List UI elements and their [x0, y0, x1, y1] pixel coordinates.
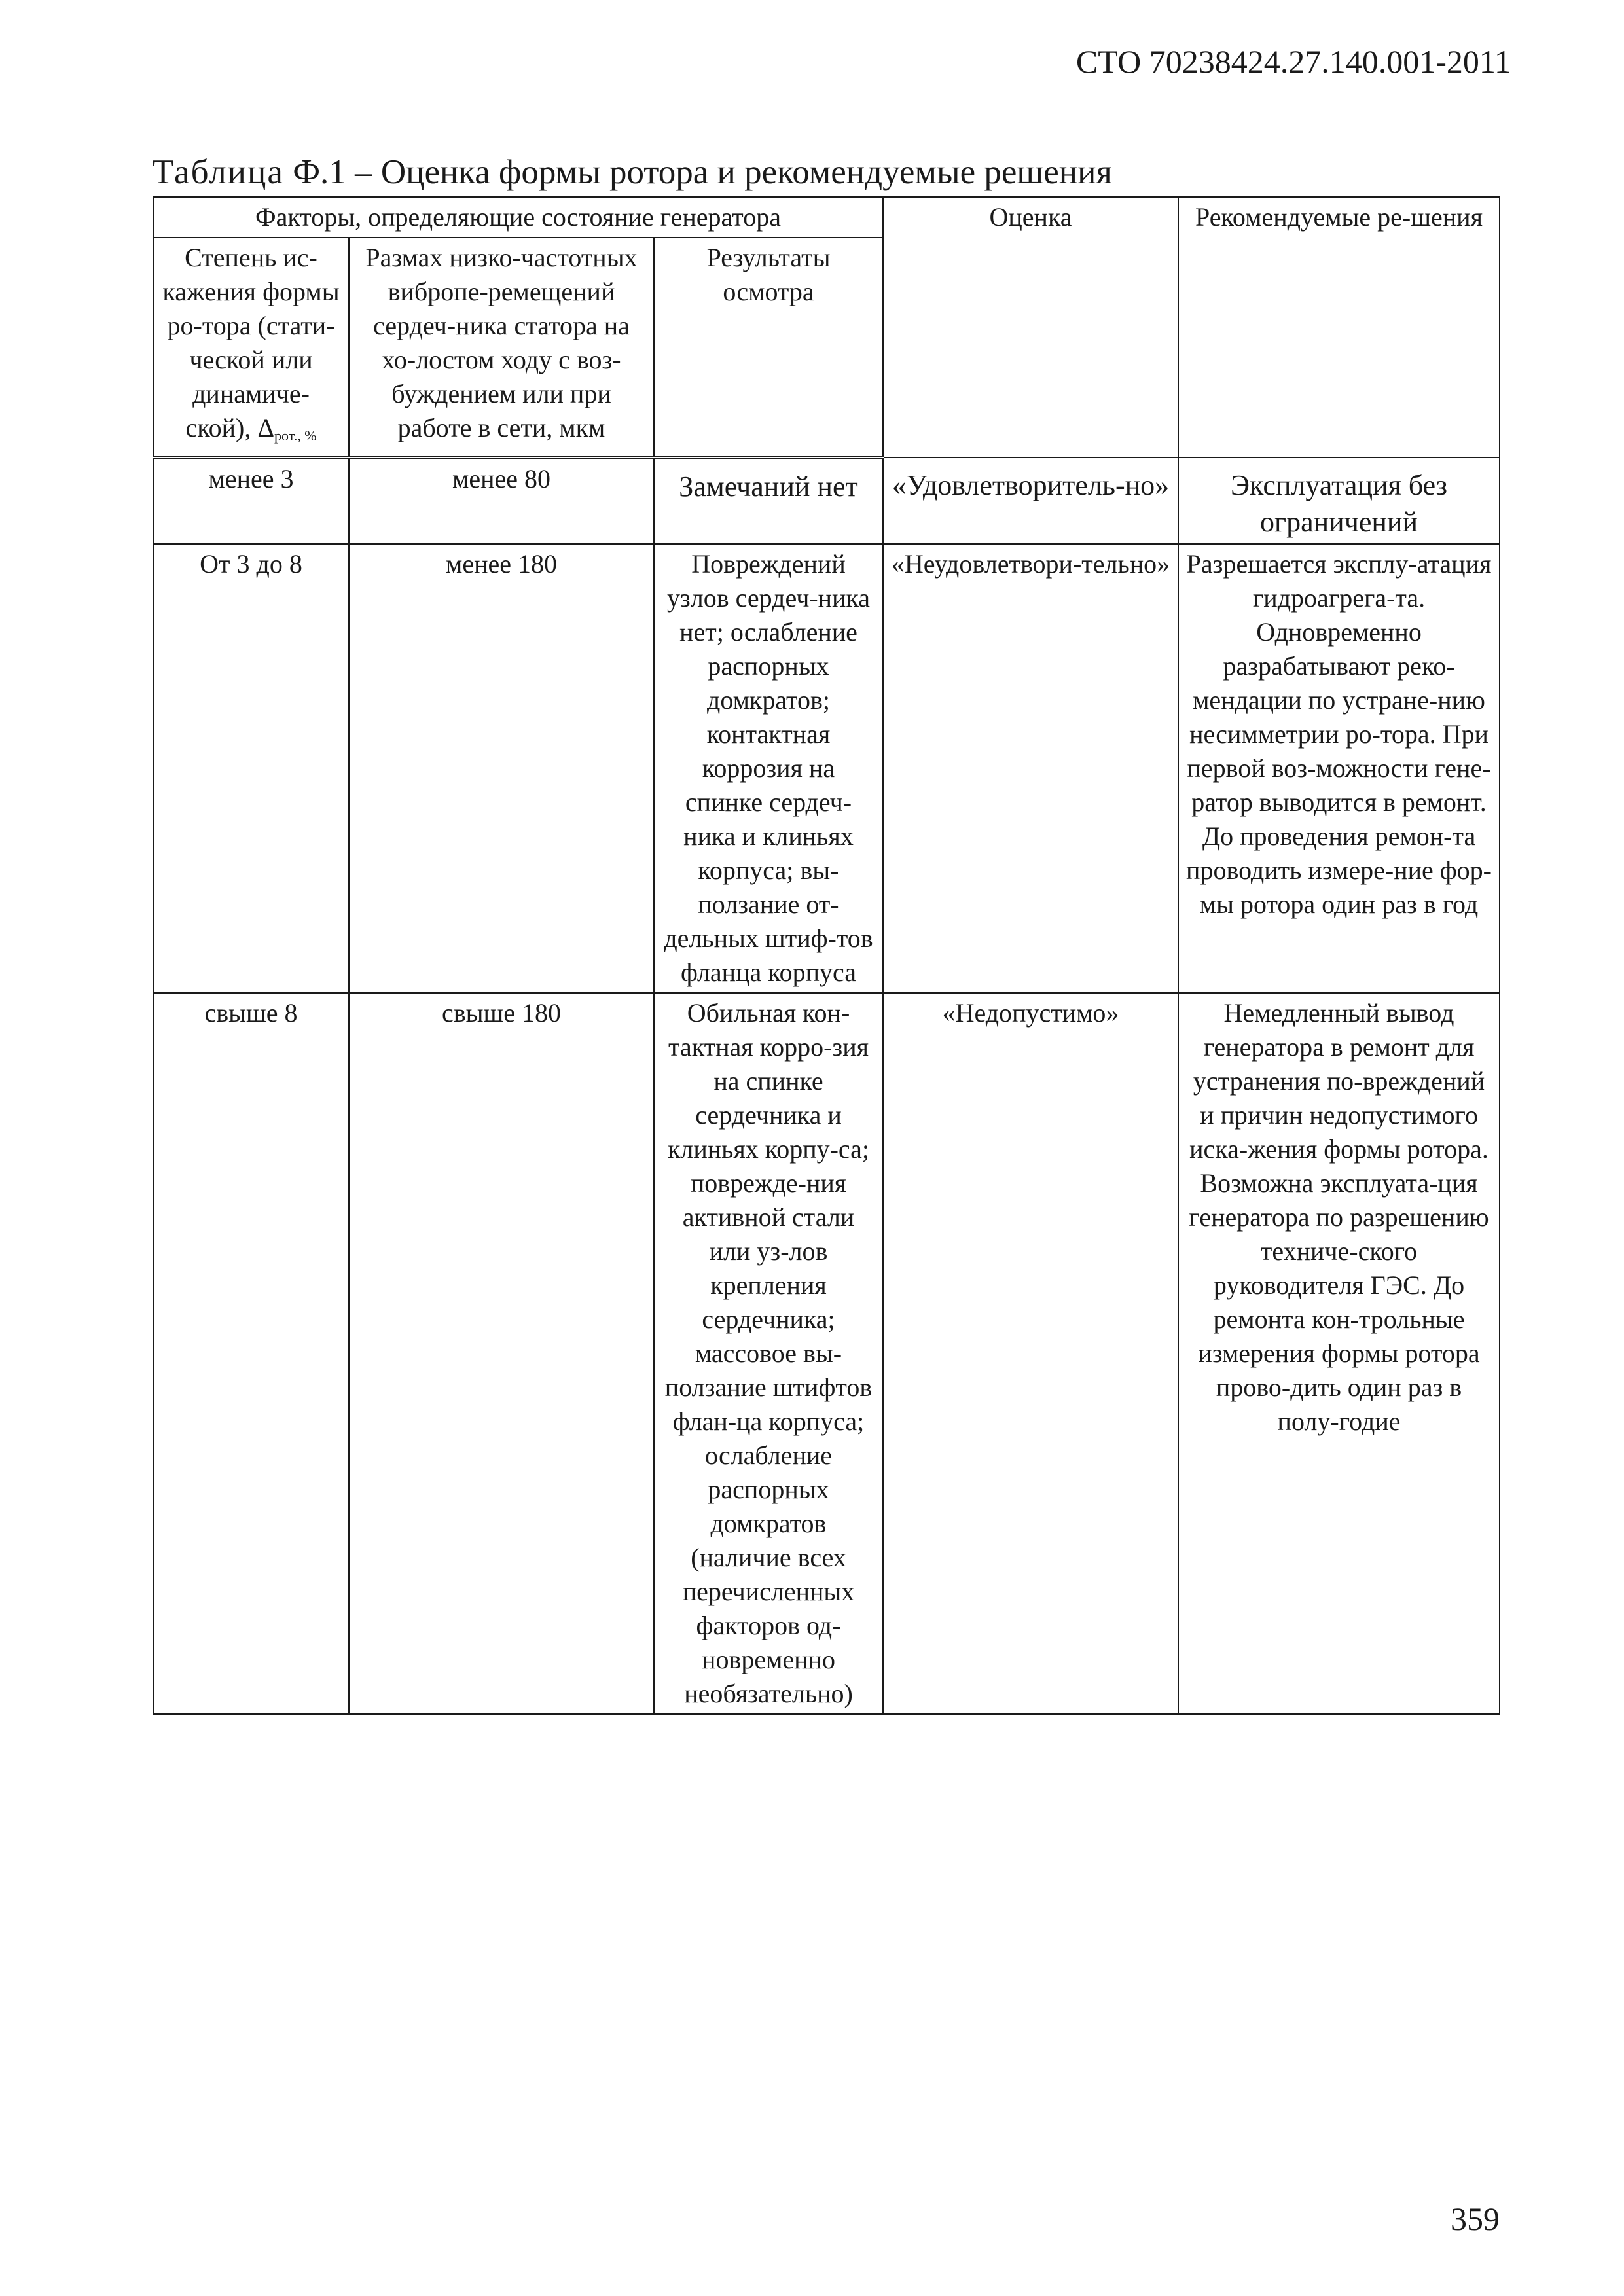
header-distortion — [153, 238, 349, 457]
header-factors: Факторы, определяющие состояние генератора — [153, 197, 883, 238]
table-caption — [153, 152, 1112, 192]
cell-recommendation: Разрешается эксплу-атация гидроагрега-та. Одновременно разрабатывают реко-мендации по устране-нию несимметрии ро-тора. При первой воз-можности гене-ратор выводится в ремонт. До проведения ремон-та проводить измере-ние фор-мы ротора один раз в год — [1178, 544, 1500, 993]
cell-recommendation: Немедленный вывод генератора в ремонт для устранения по-вреждений и причин недопустимого иска-жения формы ротора. Возможна эксплуата-ция генератора по разрешению техниче-ского руководителя ГЭС. До ремонта кон-трольные измерения формы ротора прово-дить один раз в полу-годие — [1178, 993, 1500, 1714]
cell-distortion: менее 3 — [153, 457, 349, 544]
cell-inspection: Обильная кон-тактная корро-зия на спинке сердечника и клиньях корпу-са; поврежде-ния активной стали или уз-лов крепления сердечника; массовое вы-ползание штифтов флан-ца корпуса; ослабление распорных домкратов (наличие всех перечисленных факторов од-новременно необязательно) — [654, 993, 883, 1714]
cell-distortion: свыше 8 — [153, 993, 349, 1714]
cell-vibration: свыше 180 — [349, 993, 654, 1714]
header-row-1 — [153, 197, 1500, 238]
caption-title: Оценка формы ротора и рекомендуемые решения — [380, 153, 1112, 191]
cell-assessment: «Неудовлетвори-тельно» — [883, 544, 1178, 993]
header-distortion-text: Степень ис-кажения формы ро-тора (стати-ческой или динамиче-ской), Δ — [162, 243, 340, 442]
page-number: 359 — [1451, 2200, 1500, 2237]
table-row — [153, 993, 1500, 1714]
cell-vibration: менее 80 — [349, 457, 654, 544]
rotor-shape-table — [153, 196, 1500, 1715]
header-vibration: Размах низко-частотных вибропе-ремещений сердеч-ника статора на хо-лостом ходу с воз-буждением или при работе в сети, мкм — [349, 238, 654, 457]
caption-dash: – — [355, 153, 372, 191]
cell-recommendation: Эксплуатация без ограничений — [1178, 457, 1500, 544]
cell-assessment: «Удовлетворитель-но» — [883, 457, 1178, 544]
header-distortion-subscript: рот. — [274, 427, 298, 444]
cell-distortion: От 3 до 8 — [153, 544, 349, 993]
cell-vibration: менее 180 — [349, 544, 654, 993]
table-row — [153, 457, 1500, 544]
cell-inspection: Замечаний нет — [654, 457, 883, 544]
cell-inspection: Повреждений узлов сердеч-ника нет; ослабление распорных домкратов; контактная коррозия на спинке сердеч-ника и клиньях корпуса; вы-ползание от-дельных штиф-тов фланца корпуса — [654, 544, 883, 993]
header-inspection: Результаты осмотра — [654, 238, 883, 457]
document-code: СТО 70238424.27.140.001-2011 — [1075, 43, 1511, 80]
header-assessment: Оценка — [883, 197, 1178, 457]
caption-number: Ф.1 — [293, 153, 346, 191]
header-recommended: Рекомендуемые ре-шения — [1178, 197, 1500, 457]
table-row — [153, 544, 1500, 993]
header-distortion-unit: , % — [297, 427, 317, 444]
cell-assessment: «Недопустимо» — [883, 993, 1178, 1714]
caption-label: Таблица — [153, 153, 284, 191]
